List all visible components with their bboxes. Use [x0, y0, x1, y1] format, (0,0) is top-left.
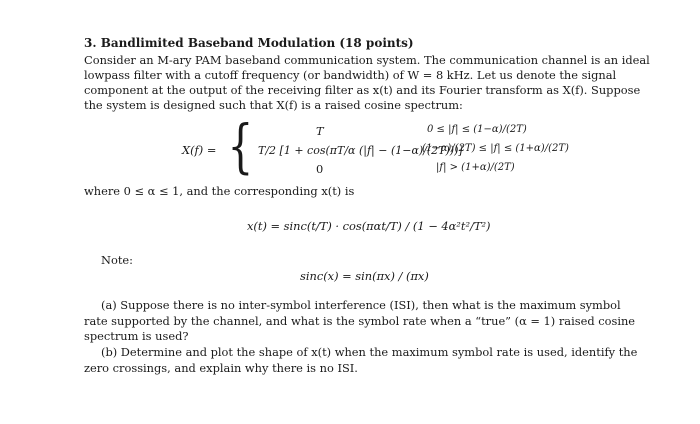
sinc-equation: sinc(x) = sin(πx) / (πx)	[300, 269, 429, 283]
intro-line: component at the output of the receiving filter as x(t) and its Fourier transform as X(f). Suppose	[84, 83, 641, 97]
part-b-line: (b) Determine and plot the shape of x(t) when the maximum symbol rate is used, identify the	[101, 345, 638, 359]
problem-title: 3. Bandlimited Baseband Modulation (18 points)	[84, 36, 414, 50]
intro-line: the system is designed such that X(f) is a raised cosine spectrum:	[84, 98, 463, 112]
intro-line: Consider an M-ary PAM baseband communication system. The communication channel is an ideal	[84, 53, 650, 67]
note-label: Note:	[101, 253, 133, 267]
part-a-line: (a) Suppose there is no inter-symbol interference (ISI), then what is the maximum symbol	[101, 298, 621, 312]
part-a-line: spectrum is used?	[84, 329, 189, 343]
case1-condition: 0 ≤ |f| ≤ (1−α)/(2T)	[427, 124, 527, 135]
part-b-line: zero crossings, and explain why there is no ISI.	[84, 361, 358, 375]
intro-line: lowpass filter with a cutoff frequency (or bandwidth) of W = 8 kHz. Let us denote the signal	[84, 68, 617, 82]
case3-condition: |f| > (1+α)/(2T)	[436, 162, 515, 173]
xt-equation: x(t) = sinc(t/T) · cos(παt/T) / (1 − 4α²t²/T²)	[247, 219, 491, 233]
case2-value: T/2 [1 + cos(πT/α (|f| − (1−α)/(2T)))]	[258, 144, 463, 157]
spectrum-lhs: X(f) =	[182, 143, 217, 157]
left-brace: {	[227, 112, 254, 180]
where-line: where 0 ≤ α ≤ 1, and the corresponding x(t) is	[84, 184, 355, 198]
case2-condition: (1−α)/(2T) ≤ |f| ≤ (1+α)/(2T)	[422, 143, 569, 154]
case1-value: T	[316, 124, 324, 138]
part-a-line: rate supported by the channel, and what is the symbol rate when a “true” (α = 1) raised cosine	[84, 314, 636, 328]
case3-value: 0	[316, 162, 324, 176]
